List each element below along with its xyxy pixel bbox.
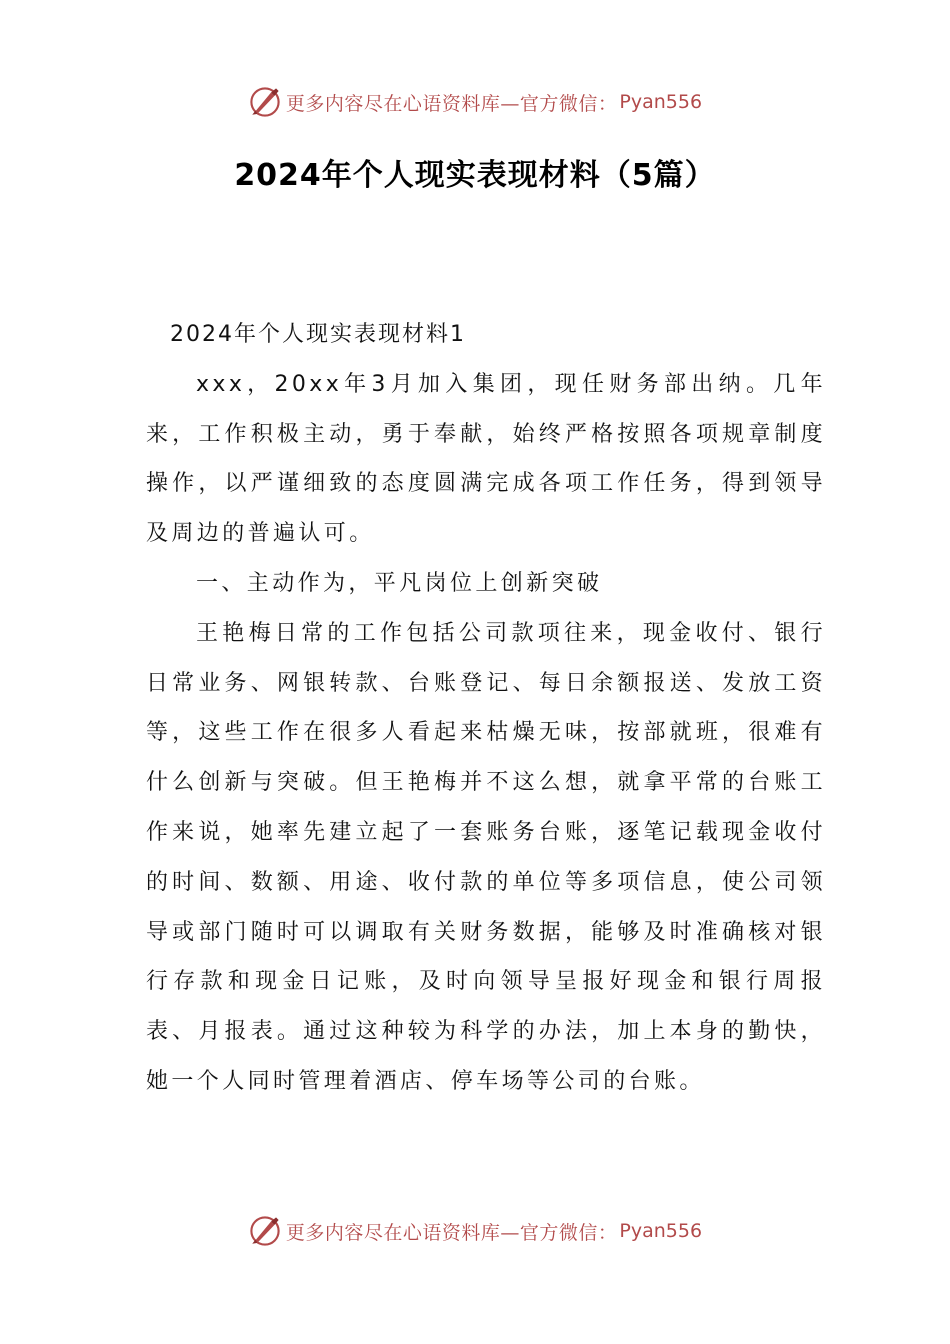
banner-text: 更多内容尽在心语资料库—官方微信：: [285, 1221, 618, 1244]
pen-nib-logo-icon: [248, 1214, 282, 1248]
pen-nib-logo-icon: [248, 85, 282, 119]
header-watermark-banner: [0, 82, 950, 122]
paragraph-intro: xxx，20xx年3月加入集团，现任财务部出纳。几年来，工作积极主动，勇于奉献，始终严格按照各项规章制度操作，以严谨细致的态度圆满完成各项工作任务，得到领导及周边的普遍认可。: [146, 371, 826, 547]
banner-text: 更多内容尽在心语资料库—官方微信：: [285, 92, 618, 115]
document-title: 2024年个人现实表现材料（5篇）: [234, 158, 716, 193]
section-subtitle: 2024年个人现实表现材料1: [170, 322, 466, 347]
banner-contact-id: Pyan556: [619, 1220, 703, 1242]
footer-watermark-banner: [0, 1211, 950, 1251]
paragraph-body: 王艳梅日常的工作包括公司款项往来，现金收付、银行日常业务、网银转款、台账登记、每日余额报送、发放工资等，这些工作在很多人看起来枯燥无味，按部就班，很难有什么创新与突破。但王艳梅并不这么想，就拿平常的台账工作来说，她率先建立起了一套账务台账，逐笔记载现金收付的时间、数额、用途、收付款的单位等多项信息，使公司领导或部门随时可以调取有关财务数据，能够及时准确核对银行存款和现金日记账，及时向领导呈报好现金和银行周报表、月报表。通过这种较为科学的办法，加上本身的勤快，她一个人同时管理着酒店、停车场等公司的台账。: [146, 620, 826, 1094]
banner-contact-id: Pyan556: [619, 91, 703, 113]
section-heading: 一、主动作为，平凡岗位上创新突破: [196, 570, 603, 596]
document-body: [146, 310, 826, 1107]
